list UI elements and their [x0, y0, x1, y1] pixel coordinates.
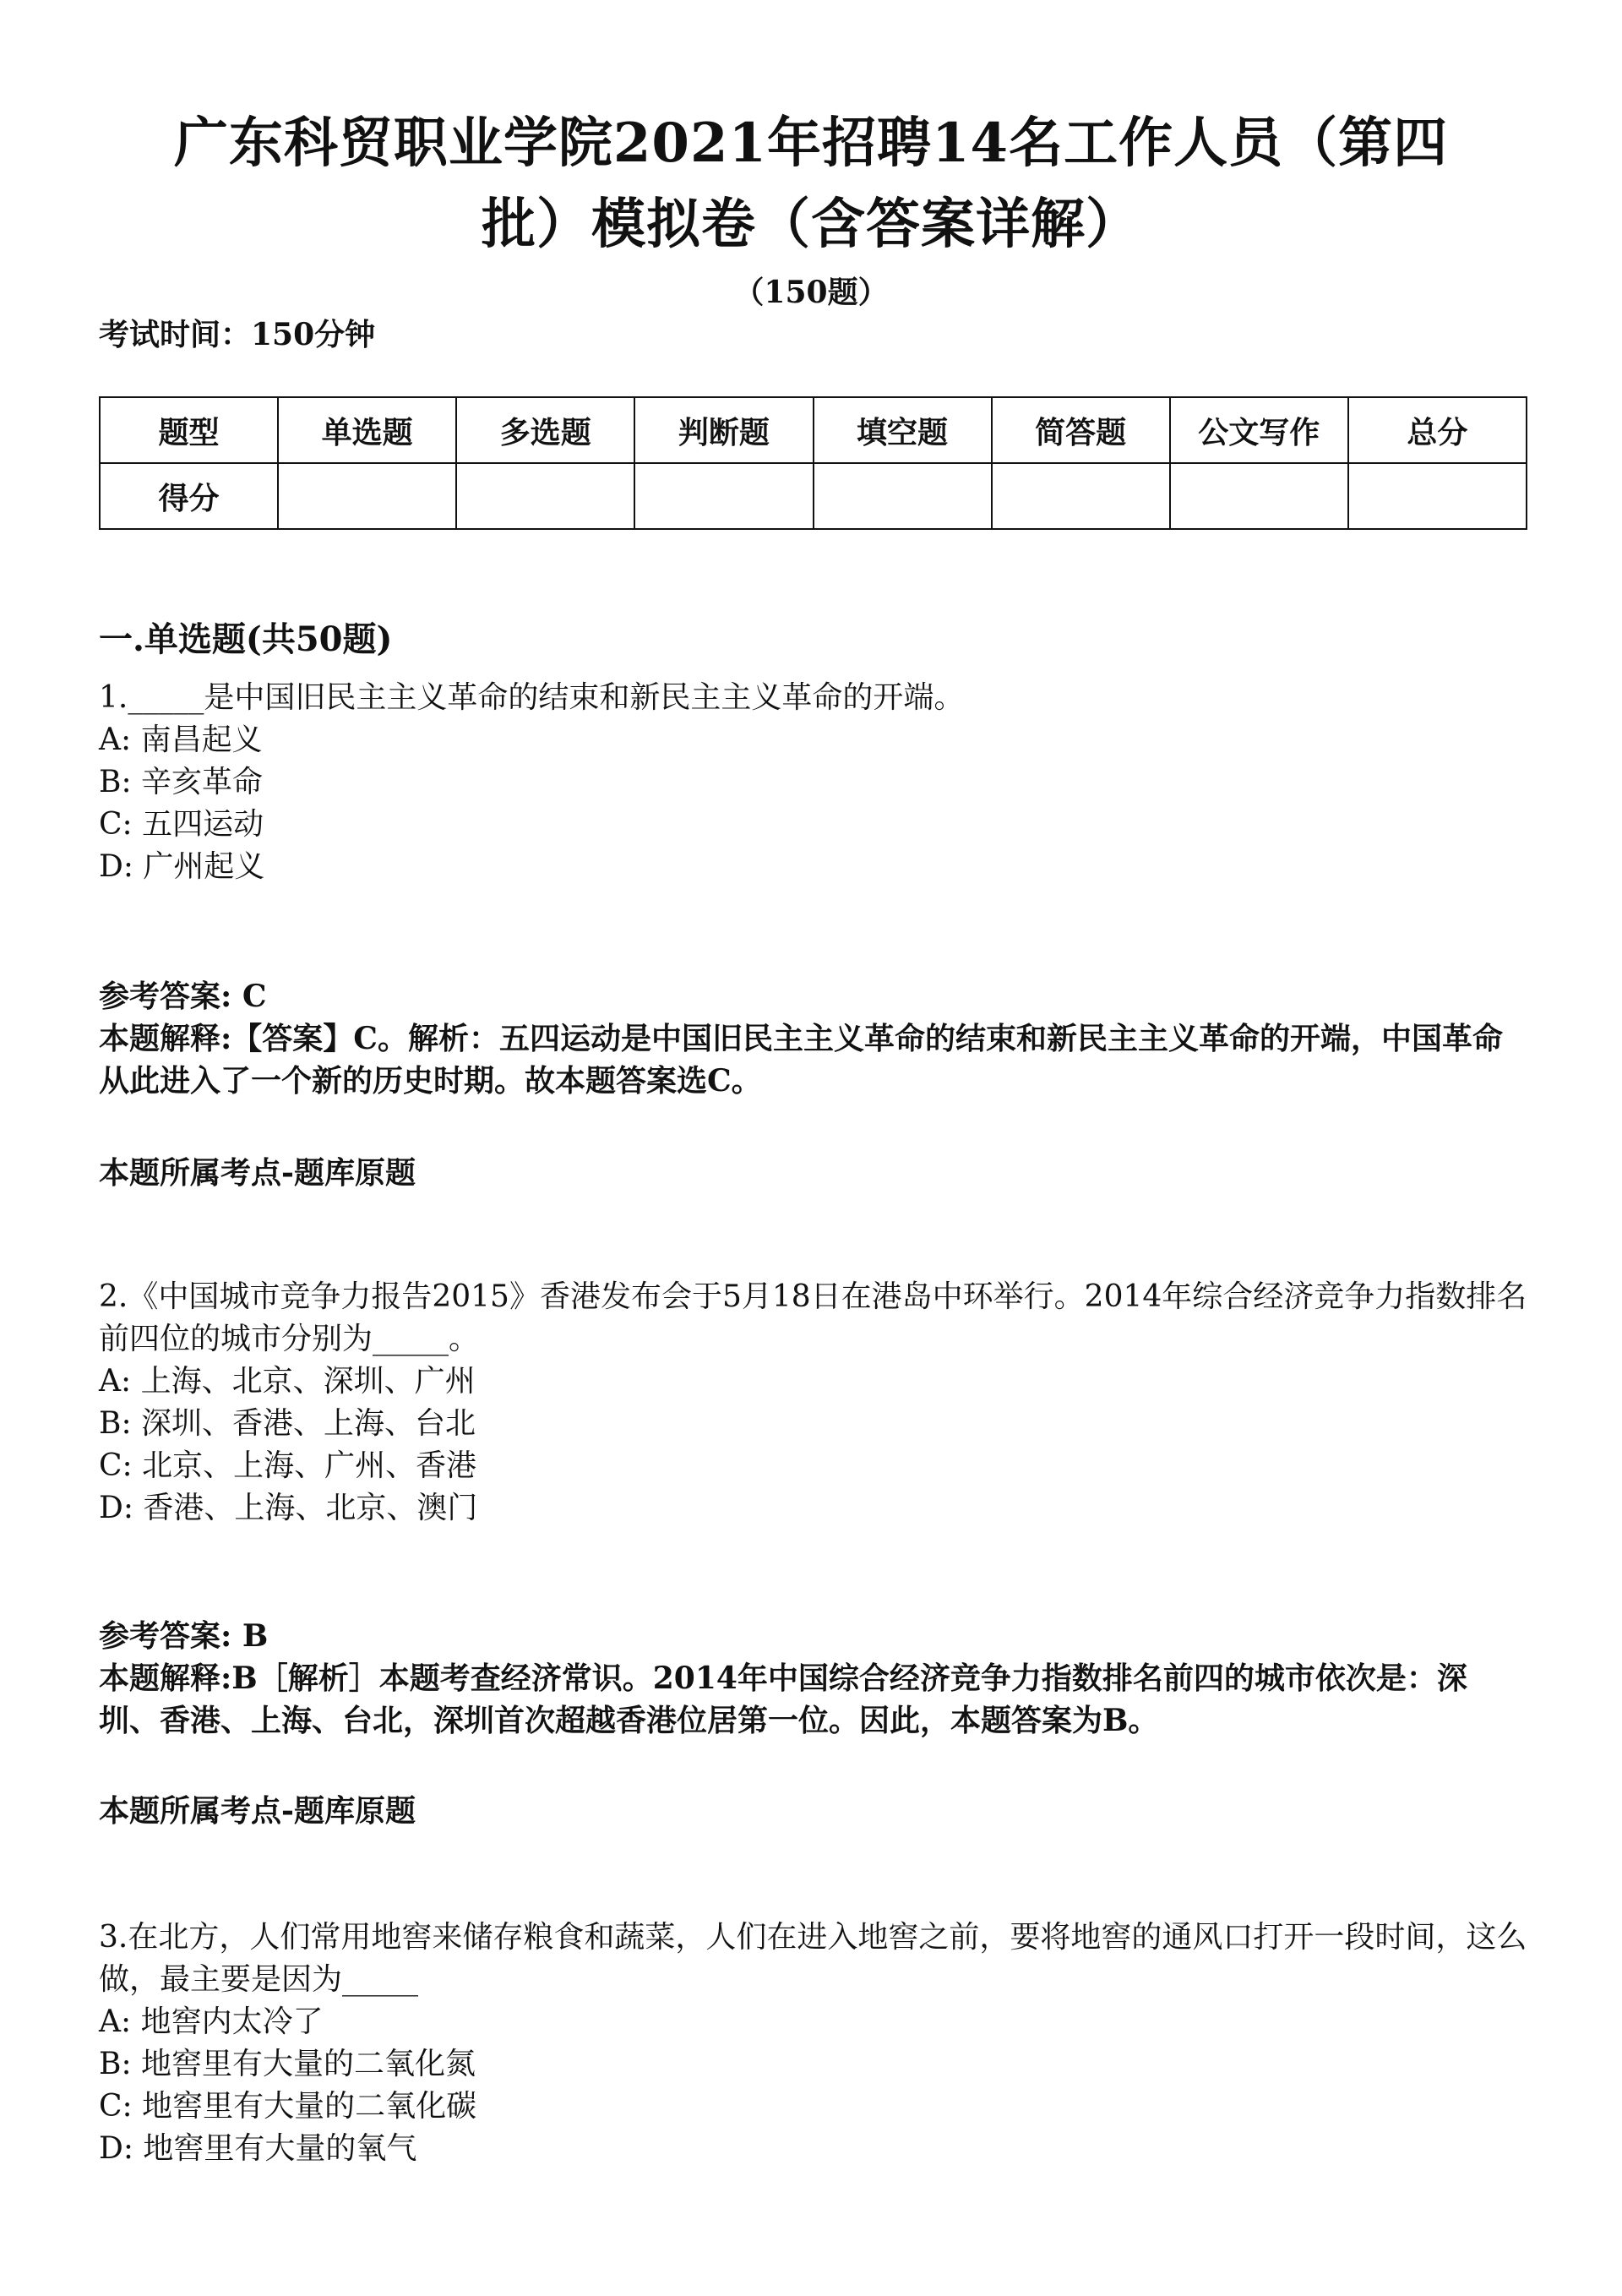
- question-stem: 1._____是中国旧民主主义革命的结束和新民主主义革命的开端。: [99, 680, 965, 715]
- reference-answer: 参考答案: C: [99, 979, 267, 1014]
- header-cell-true-false: 判断题: [634, 397, 813, 463]
- answer-block-2: [99, 1615, 1527, 1742]
- option-b: B: 深圳、香港、上海、台北: [99, 1406, 476, 1441]
- header-cell-total: 总分: [1348, 397, 1527, 463]
- header-cell-short-answer: 简答题: [992, 397, 1170, 463]
- option-c: C: 五四运动: [99, 807, 264, 842]
- question-3: [99, 1917, 1527, 2170]
- title-line-1: 广东科贸职业学院2021年招聘14名工作人员（第四: [173, 112, 1449, 175]
- score-cell: [1348, 463, 1527, 529]
- question-count: （150题）: [733, 275, 889, 310]
- score-cell: [1170, 463, 1348, 529]
- header-cell-single-choice: 单选题: [278, 397, 456, 463]
- question-2: [99, 1276, 1527, 1530]
- option-a: A: 南昌起义: [99, 723, 263, 757]
- option-c: C: 北京、上海、广州、香港: [99, 1448, 477, 1483]
- option-b: B: 辛亥革命: [99, 765, 264, 799]
- knowledge-point: 本题所属考点-题库原题: [99, 1793, 416, 1829]
- option-d: D: 香港、上海、北京、澳门: [99, 1491, 478, 1525]
- document-title: [84, 103, 1538, 265]
- explanation: 本题解释:B［解析］本题考查经济常识。2014年中国综合经济竞争力指数排名前四的城市依次是：深圳、香港、上海、台北，深圳首次超越香港位居第一位。因此，本题答案为B。: [99, 1661, 1467, 1738]
- explanation: 本题解释:【答案】C。解析：五四运动是中国旧民主主义革命的结束和新民主主义革命的开端，中国革命从此进入了一个新的历史时期。故本题答案选C。: [99, 1021, 1503, 1099]
- score-table: [99, 396, 1527, 530]
- score-cell: [814, 463, 992, 529]
- score-row-label: 得分: [100, 463, 278, 529]
- score-table-header-row: [100, 397, 1527, 463]
- header-cell-multiple-choice: 多选题: [456, 397, 634, 463]
- question-1: [99, 677, 1527, 888]
- header-cell-official-writing: 公文写作: [1170, 397, 1348, 463]
- reference-answer: 参考答案: B: [99, 1618, 269, 1654]
- section-heading: 一.单选题(共50题): [99, 619, 393, 659]
- header-cell-fill-blank: 填空题: [814, 397, 992, 463]
- option-a: A: 上海、北京、深圳、广州: [99, 1364, 476, 1399]
- score-cell: [278, 463, 456, 529]
- option-d: D: 广州起义: [99, 849, 265, 884]
- option-c: C: 地窖里有大量的二氧化碳: [99, 2089, 477, 2124]
- score-table-score-row: [100, 463, 1527, 529]
- title-line-2: 批）模拟卷（含答案详解）: [482, 193, 1140, 256]
- header-cell-type: 题型: [100, 397, 278, 463]
- option-a: A: 地窖内太冷了: [99, 2004, 324, 2039]
- score-cell: [634, 463, 813, 529]
- score-cell: [992, 463, 1170, 529]
- answer-block-1: [99, 975, 1527, 1102]
- exam-time: 考试时间：150分钟: [99, 317, 376, 352]
- option-d: D: 地窖里有大量的氧气: [99, 2131, 417, 2166]
- knowledge-point: 本题所属考点-题库原题: [99, 1155, 416, 1191]
- question-stem: 2.《中国城市竞争力报告2015》香港发布会于5月18日在港岛中环举行。2014年综合经济竞争力指数排名前四位的城市分别为_____。: [99, 1279, 1527, 1356]
- score-cell: [456, 463, 634, 529]
- question-stem: 3.在北方，人们常用地窖来储存粮食和蔬菜，人们在进入地窖之前，要将地窖的通风口打开一段时间，这么做，最主要是因为_____: [99, 1920, 1527, 1997]
- option-b: B: 地窖里有大量的二氧化氮: [99, 2047, 476, 2081]
